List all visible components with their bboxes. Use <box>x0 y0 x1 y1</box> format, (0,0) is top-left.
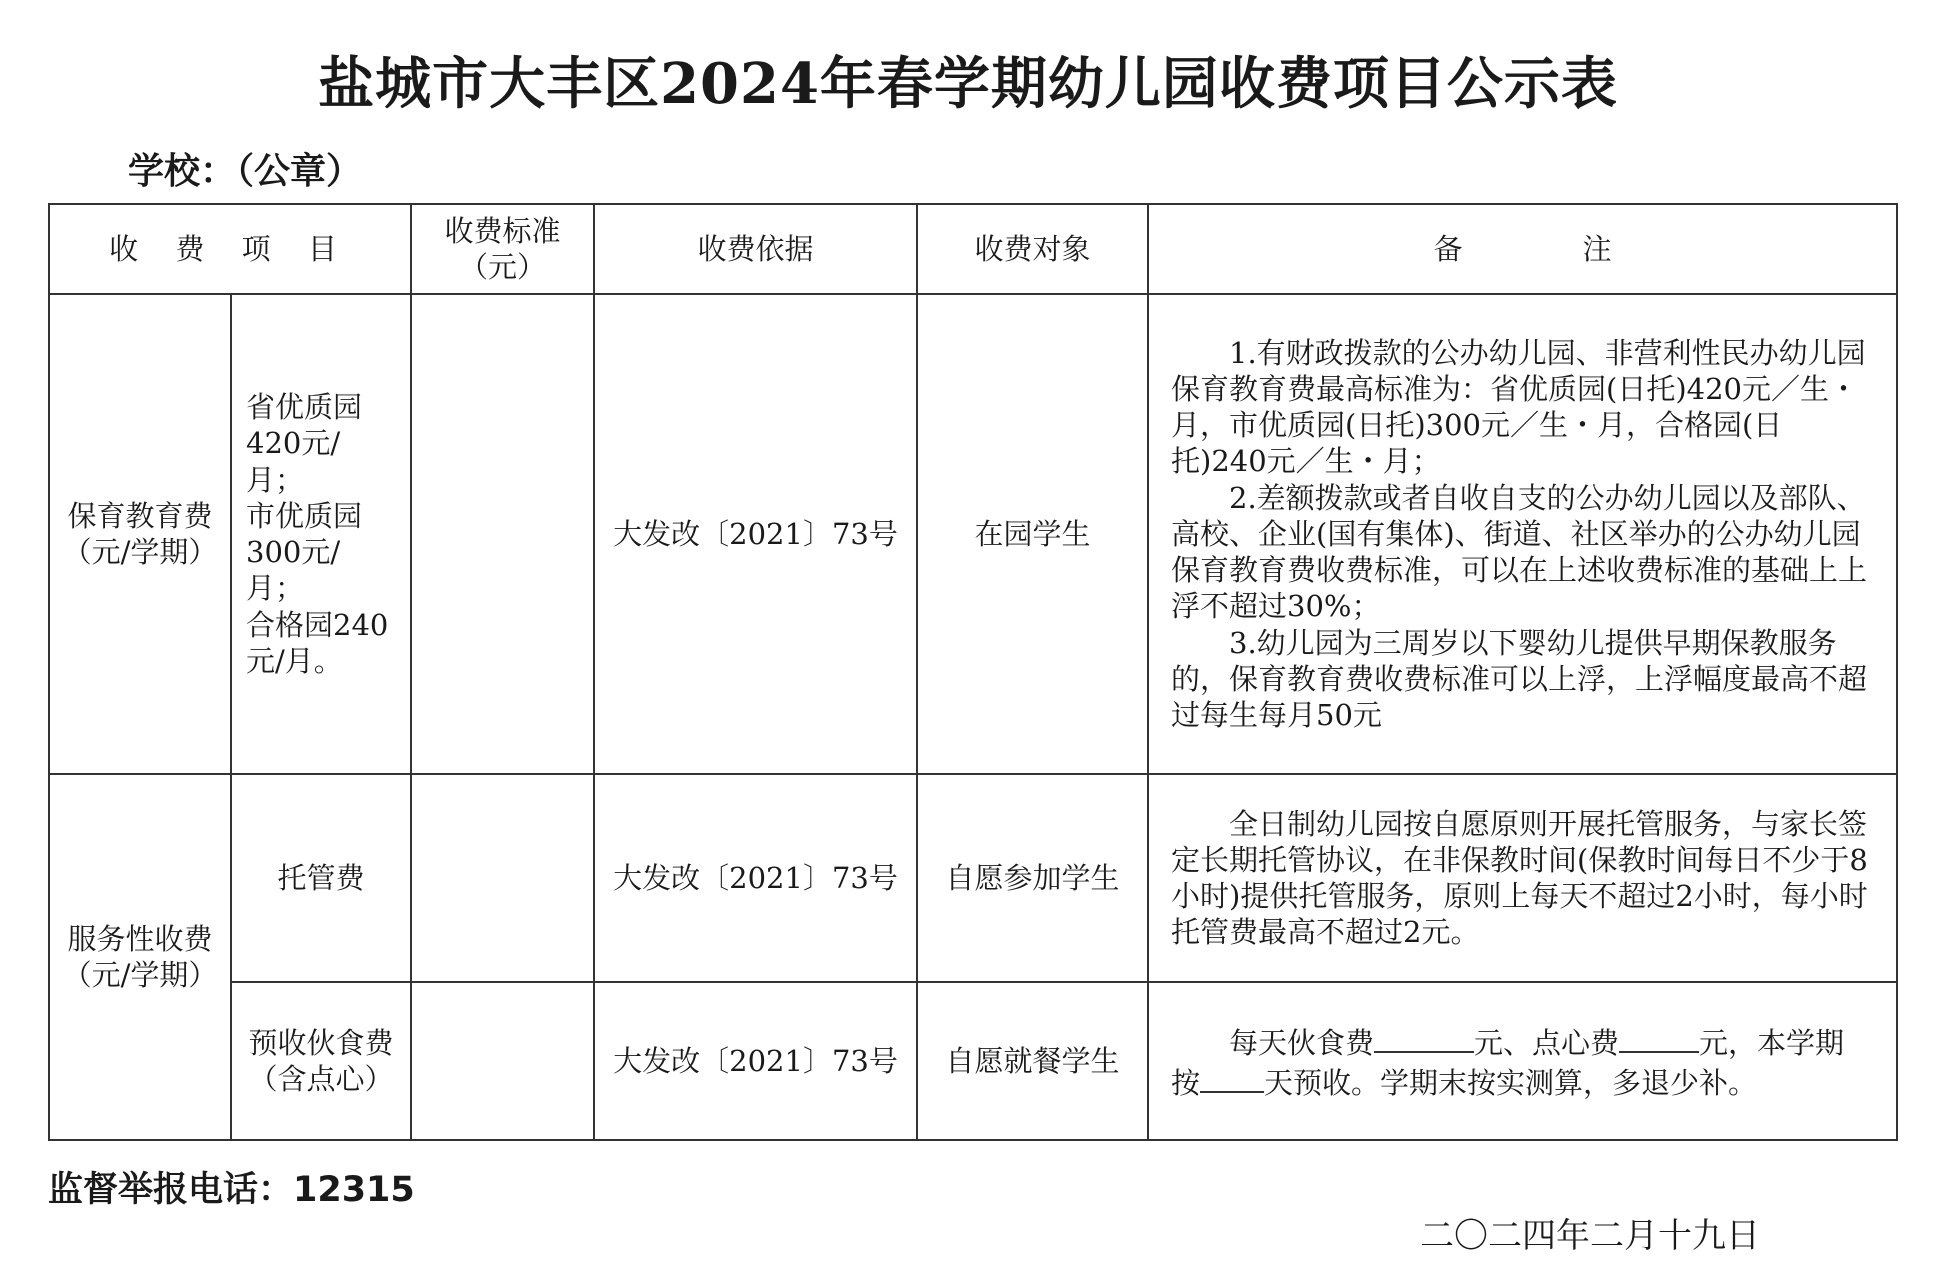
header-remark-char2: 注 <box>1582 231 1612 266</box>
header-remark <box>1148 204 1897 294</box>
target-cell: 自愿就餐学生 <box>917 982 1148 1140</box>
fill-blank <box>1374 1021 1474 1053</box>
category-line1: 保育教育费 <box>67 498 213 533</box>
category-tuition <box>49 294 231 774</box>
table-header-row <box>49 204 1897 294</box>
page-title: 盐城市大丰区2024年春学期幼儿园收费项目公示表 <box>318 51 1618 117</box>
fill-blank <box>1619 1021 1699 1053</box>
header-standard-line1: 收费标准 <box>444 213 561 248</box>
hotline: 监督举报电话：12315 <box>48 1170 415 1210</box>
item-line2: （含点心） <box>248 1062 394 1096</box>
remark-part: 每天伙食费 <box>1229 1025 1375 1060</box>
item-line: 合格园240 <box>246 607 389 642</box>
standard-cell <box>411 294 594 774</box>
table-row <box>49 982 1897 1140</box>
basis-cell: 大发改〔2021〕73号 <box>594 982 917 1140</box>
item-line: 市优质园 <box>246 498 363 533</box>
basis-cell: 大发改〔2021〕73号 <box>594 774 917 982</box>
basis-cell: 大发改〔2021〕73号 <box>594 294 917 774</box>
category-line1: 服务性收费 <box>67 921 213 956</box>
remark-cell <box>1148 294 1897 774</box>
fee-table <box>48 203 1898 1141</box>
header-remark-char1: 备 <box>1433 231 1463 266</box>
item-meal-fee <box>231 982 411 1140</box>
publish-date: 二〇二四年二月十九日 <box>1420 1216 1760 1256</box>
remark-paragraph: 2.差额拨款或者自收自支的公办幼儿园以及部队、高校、企业(国有集体)、街道、社区举办的公办幼儿园保育教育费收费标准，可以在上述收费标准的基础上上浮不超过30%； <box>1171 480 1868 624</box>
table-row <box>49 774 1897 982</box>
header-standard-line2: （元） <box>458 250 546 284</box>
remark-paragraph <box>1171 1021 1868 1102</box>
remark-cell <box>1148 982 1897 1140</box>
remark-cell <box>1148 774 1897 982</box>
header-fee-item: 收 费 项 目 <box>49 204 411 294</box>
standard-cell <box>411 774 594 982</box>
category-service <box>49 774 231 1140</box>
remark-part: 元、点心费 <box>1474 1025 1620 1060</box>
category-line2: （元/学期） <box>62 958 218 992</box>
item-line: 省优质园 <box>246 390 363 424</box>
remark-part: 天预收。学期末按实测算，多退少补。 <box>1264 1066 1758 1100</box>
header-fee-target: 收费对象 <box>917 204 1148 294</box>
item-line: 300元/月； <box>246 535 341 606</box>
fill-blank <box>1200 1061 1264 1093</box>
item-tuition-levels <box>231 294 411 774</box>
target-cell: 自愿参加学生 <box>917 774 1148 982</box>
standard-cell <box>411 982 594 1140</box>
item-childcare: 托管费 <box>231 774 411 982</box>
category-line2: （元/学期） <box>62 535 218 569</box>
header-fee-basis: 收费依据 <box>594 204 917 294</box>
table-row <box>49 294 1897 774</box>
school-seal-label: 学校：（公章） <box>128 151 363 192</box>
header-fee-standard <box>411 204 594 294</box>
item-line1: 预收伙食费 <box>248 1025 394 1060</box>
target-cell: 在园学生 <box>917 294 1148 774</box>
remark-part: 元，本学期按 <box>1171 1025 1845 1100</box>
item-line: 元/月。 <box>246 643 343 678</box>
item-line: 420元/月； <box>246 426 341 497</box>
remark-paragraph: 全日制幼儿园按自愿原则开展托管服务，与家长签定长期托管协议，在非保教时间(保教时间每日不少于8小时)提供托管服务，原则上每天不超过2小时，每小时托管费最高不超过2元。 <box>1171 806 1868 950</box>
remark-paragraph: 1.有财政拨款的公办幼儿园、非营利性民办幼儿园保育教育费最高标准为：省优质园(日托)420元／生・月，市优质园(日托)300元／生・月，合格园(日托)240元／生・月； <box>1171 335 1866 479</box>
remark-paragraph: 3.幼儿园为三周岁以下婴幼儿提供早期保教服务的，保育教育费收费标准可以上浮，上浮幅度最高不超过每生每月50元 <box>1171 625 1868 733</box>
